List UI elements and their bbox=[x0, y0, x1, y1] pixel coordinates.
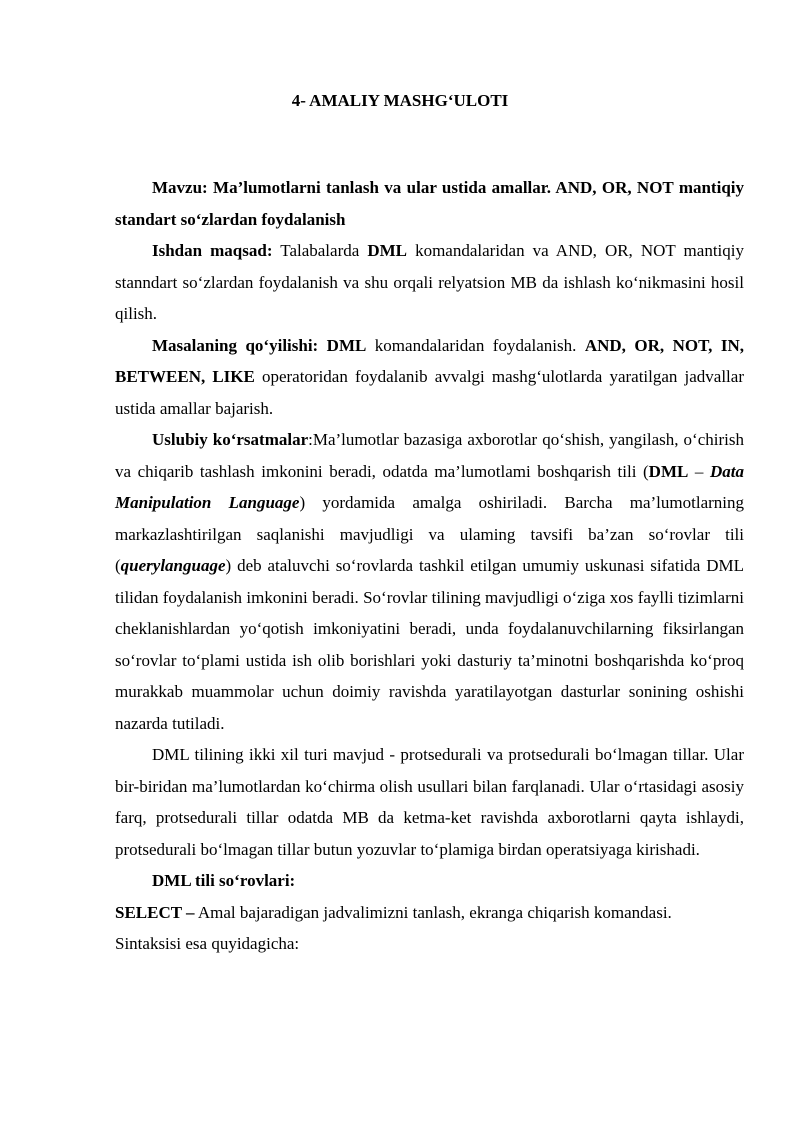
problem-text-2: operatoridan foydalanib avvalgi mashg‘ulotlarda yaratilgan jadvallar ustida amallar bajarish. bbox=[115, 367, 744, 418]
method-dash: – bbox=[688, 461, 710, 481]
method-text-3: ) deb ataluvchi so‘rovlarda tashkil etilgan umumiy uskunasi sifatida DML tilidan foydalanish imkonini beradi. So‘rovlar tilining mavjudligi o‘ziga xos faylli tizimlarni cheklanishlardan yo‘qotish imkoniyatini beradi, unda foydalanuvchilarning fiksirlangan so‘rovlar to‘plami ustida ish olib borishlari yoki dasturiy ta’minotni boshqarishda ko‘proq murakkab muammolar uchun doimiy ravishda yaratilayotgan dasturlar sonining oshishi nazarda tutiladi. bbox=[115, 556, 744, 733]
problem-label: Masalaning qo‘yilishi: DML bbox=[152, 335, 367, 355]
select-text: Amal bajaradigan jadvalimizni tanlash, ekranga chiqarish komandasi. bbox=[194, 902, 672, 922]
select-paragraph bbox=[115, 897, 744, 929]
problem-paragraph bbox=[115, 330, 744, 425]
document-body bbox=[115, 172, 744, 960]
goal-text-2: komandalaridan va AND, OR, NOT mantiqiy stanndart so‘zlardan foydalanish va shu orqali relyatsion MB da ishlash ko‘nikmasini hosil qilish. bbox=[115, 241, 744, 323]
topic-paragraph: Mavzu: Ma’lumotlarni tanlash va ular ustida amallar. AND, OR, NOT mantiqiy standart so‘zlardan foydalanish bbox=[115, 178, 744, 229]
method-label: Uslubiy ko‘rsatmalar bbox=[152, 430, 309, 449]
problem-operators: AND, OR, NOT, IN, BETWEEN, LIKE bbox=[115, 335, 744, 386]
method-dml: DML bbox=[648, 461, 689, 481]
page-title: 4- AMALIY MASHG‘ULOTI bbox=[291, 91, 509, 110]
method-text-1: :Ma’lumotlar bazasiga axborotlar qo‘shish, yangilash, o‘chirish va chiqarib tashlash imkonini beradi, odatda ma’lumotlami boshqarish tili ( bbox=[115, 430, 744, 481]
goal-dml: DML bbox=[367, 241, 408, 260]
method-paragraph bbox=[115, 424, 744, 739]
problem-text-1: komandalaridan foydalanish. bbox=[366, 335, 585, 355]
goal-text-1: Talabalarda bbox=[272, 241, 368, 260]
method-query-language: querylanguage bbox=[120, 556, 226, 575]
method-text-2: ) yordamida amalga oshiriladi. Barcha ma’lumotlarning markazlashtirilgan saqlanishi mavjudligi va ulaming tavsifi ba’zan so‘rovlar tili ( bbox=[115, 493, 745, 575]
select-label: SELECT – bbox=[115, 902, 195, 922]
syntax-line: Sintaksisi esa quyidagicha: bbox=[115, 934, 300, 953]
types-paragraph: DML tilining ikki xil turi mavjud - protsedurali va protsedurali bo‘lmagan tillar. Ular bir-biridan ma’lumotlardan ko‘chirma olish usullari bilan farqlanadi. Ular o‘rtasidagi asosiy farq, protsedurali tillar odatda MB da ketma-ket ravishda axborotlarni qayta ishlaydi, protsedurali bo‘lmagan tillar butun yozuvlar to‘plamiga birdan operatsiyaga kirishadi. bbox=[115, 745, 744, 859]
method-dml-full: Data Manipulation Language bbox=[115, 461, 744, 512]
queries-heading: DML tili so‘rovlari: bbox=[152, 871, 296, 890]
goal-label: Ishdan maqsad: bbox=[152, 241, 273, 260]
goal-paragraph bbox=[115, 235, 744, 330]
